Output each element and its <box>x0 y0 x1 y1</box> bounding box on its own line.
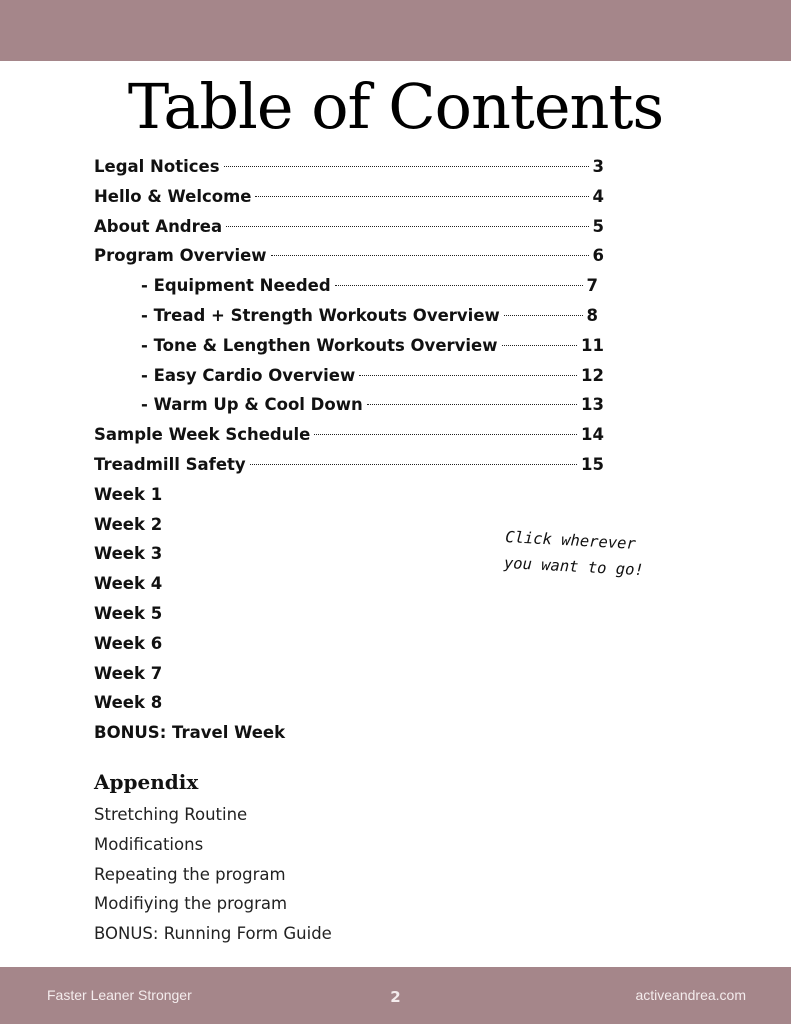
note-line-2: you want to go! <box>503 553 645 580</box>
toc-label: About Andrea <box>94 216 223 236</box>
toc-label: Week 5 <box>94 603 163 623</box>
toc-page: 13 <box>581 395 604 415</box>
toc-link-week-6[interactable] <box>94 629 394 659</box>
toc-link-week-5[interactable] <box>94 599 394 629</box>
toc-page: 15 <box>581 454 604 474</box>
toc-link-tread-strength-overview[interactable] <box>94 301 598 331</box>
toc-label: Week 2 <box>94 514 163 534</box>
toc-page: 12 <box>581 365 604 385</box>
toc-page: 11 <box>581 335 604 355</box>
toc-link-tone-lengthen-overview[interactable] <box>94 331 604 361</box>
toc-page: 5 <box>592 216 604 236</box>
toc-label: Treadmill Safety <box>94 454 246 474</box>
toc-link-sample-week-schedule[interactable] <box>94 420 604 450</box>
note-line-1: Click wherever <box>504 527 637 553</box>
toc-link-week-8[interactable] <box>94 688 394 718</box>
toc-label: Week 6 <box>94 633 163 653</box>
toc-label: - Easy Cardio Overview <box>141 365 356 385</box>
footer-program-name: Faster Leaner Stronger <box>47 987 192 1003</box>
appendix-heading: Appendix <box>94 770 199 794</box>
toc-page: 8 <box>586 305 598 325</box>
handwritten-note <box>503 524 656 584</box>
appendix-link-modifications[interactable]: Modifications <box>94 834 204 854</box>
toc-link-week-3[interactable] <box>94 539 394 569</box>
dot-leader <box>271 255 589 256</box>
dot-leader <box>504 315 583 316</box>
toc-link-legal-notices[interactable] <box>94 152 604 182</box>
appendix-list <box>94 800 494 949</box>
toc-label: - Tone & Lengthen Workouts Overview <box>141 335 498 355</box>
toc-link-equipment-needed[interactable] <box>94 271 598 301</box>
toc-label: Legal Notices <box>94 157 220 176</box>
dot-leader <box>502 345 578 346</box>
dot-leader <box>335 285 583 286</box>
toc-page: 3 <box>592 157 604 176</box>
toc-link-about-andrea[interactable] <box>94 212 604 242</box>
toc-link-program-overview[interactable] <box>94 241 604 271</box>
footer-website: activeandrea.com <box>635 987 746 1003</box>
toc-page: 4 <box>592 186 604 206</box>
appendix-link-running-form-guide[interactable]: BONUS: Running Form Guide <box>94 924 332 944</box>
toc-link-bonus-travel-week[interactable] <box>94 718 394 748</box>
dot-leader <box>224 166 589 167</box>
toc-link-week-2[interactable] <box>94 510 394 540</box>
header-band <box>0 0 791 61</box>
toc-link-hello-welcome[interactable] <box>94 182 604 212</box>
toc-label: Week 1 <box>94 484 163 504</box>
toc-label: Sample Week Schedule <box>94 425 311 445</box>
toc-link-week-4[interactable] <box>94 569 394 599</box>
dot-leader <box>255 196 588 197</box>
toc-page: 14 <box>581 425 604 445</box>
toc-label: Week 8 <box>94 693 163 713</box>
toc-label: - Warm Up & Cool Down <box>141 395 363 415</box>
toc-label: - Tread + Strength Workouts Overview <box>141 305 500 325</box>
dot-leader <box>367 404 577 405</box>
toc-label: Hello & Welcome <box>94 186 252 206</box>
dot-leader <box>359 375 577 376</box>
appendix-link-modifying-program[interactable]: Modifiying the program <box>94 894 288 914</box>
toc-label: Week 7 <box>94 663 163 683</box>
table-of-contents <box>94 152 634 748</box>
appendix-link-stretching-routine[interactable]: Stretching Routine <box>94 805 248 824</box>
toc-link-warm-up-cool-down[interactable] <box>94 390 604 420</box>
appendix-link-repeating-program[interactable]: Repeating the program <box>94 864 286 884</box>
toc-label: Week 4 <box>94 574 163 594</box>
dot-leader <box>250 464 577 465</box>
toc-link-easy-cardio-overview[interactable] <box>94 361 604 391</box>
toc-link-week-1[interactable] <box>94 480 394 510</box>
toc-link-week-7[interactable] <box>94 659 394 689</box>
dot-leader <box>226 226 588 227</box>
page-title: Table of Contents <box>127 70 664 143</box>
toc-link-treadmill-safety[interactable] <box>94 450 604 480</box>
toc-label: Week 3 <box>94 544 163 564</box>
toc-label: Program Overview <box>94 246 267 266</box>
toc-label: BONUS: Travel Week <box>94 723 286 743</box>
footer-band <box>0 967 791 1024</box>
toc-label: - Equipment Needed <box>141 276 331 296</box>
dot-leader <box>314 434 577 435</box>
toc-page: 7 <box>586 276 598 296</box>
footer-page-number: 2 <box>390 988 401 1006</box>
toc-page: 6 <box>592 246 604 266</box>
